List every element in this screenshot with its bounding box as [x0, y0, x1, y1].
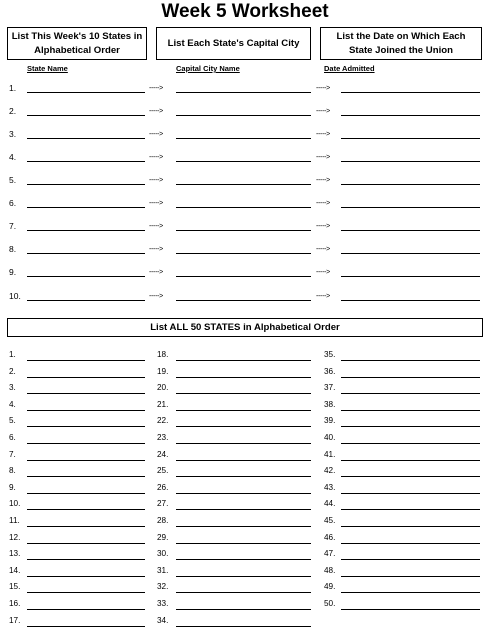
state-entry-field[interactable] — [341, 609, 480, 610]
state-entry-field[interactable] — [341, 476, 480, 477]
state-entry-field[interactable] — [341, 410, 480, 411]
state-number: 21. — [157, 399, 169, 409]
state-number: 36. — [324, 366, 336, 376]
state-number: 1. — [9, 350, 16, 359]
state-number: 33. — [157, 599, 169, 608]
state-number: 42. — [324, 466, 336, 476]
date-admitted-field[interactable] — [341, 138, 480, 139]
header-box-states: List This Week's 10 States in Alphabetical Order — [7, 27, 147, 60]
state-name-field[interactable] — [27, 253, 145, 254]
capital-city-field[interactable] — [176, 276, 311, 277]
state-name-field[interactable] — [27, 92, 145, 93]
state-entry-field[interactable] — [27, 410, 145, 411]
state-number: 35. — [324, 350, 336, 359]
state-entry-field[interactable] — [176, 626, 311, 627]
row-number: 1. — [9, 83, 17, 93]
state-entry-field[interactable] — [27, 559, 145, 560]
state-number: 49. — [324, 582, 336, 592]
header-box-capitals: List Each State's Capital City — [156, 27, 311, 60]
state-entry-field[interactable] — [341, 443, 480, 444]
state-number: 48. — [324, 565, 336, 575]
state-entry-field[interactable] — [176, 360, 311, 361]
state-number: 28. — [157, 516, 169, 525]
state-number: 18. — [157, 350, 169, 359]
state-entry-field[interactable] — [176, 460, 311, 461]
arrow-connector: -----> — [149, 154, 163, 161]
arrow-connector: -----> — [149, 246, 163, 253]
state-entry-field[interactable] — [176, 576, 311, 577]
state-entry-field[interactable] — [176, 493, 311, 494]
state-number: 50. — [324, 599, 336, 608]
state-entry-field[interactable] — [341, 377, 480, 378]
date-admitted-field[interactable] — [341, 161, 480, 162]
capital-city-field[interactable] — [176, 115, 311, 116]
state-entry-field[interactable] — [176, 509, 311, 510]
column-header-date-admitted: Date Admitted — [324, 64, 375, 73]
state-entry-field[interactable] — [27, 360, 145, 361]
state-number: 11. — [9, 516, 20, 525]
state-entry-field[interactable] — [176, 426, 311, 427]
arrow-connector: -----> — [316, 269, 330, 276]
state-entry-field[interactable] — [341, 460, 480, 461]
state-number: 2. — [9, 366, 16, 376]
state-number: 47. — [324, 549, 336, 559]
state-entry-field[interactable] — [341, 592, 480, 593]
capital-city-field[interactable] — [176, 161, 311, 162]
row-number: 7. — [9, 221, 17, 231]
state-entry-field[interactable] — [176, 377, 311, 378]
state-entry-field[interactable] — [341, 543, 480, 544]
state-number: 9. — [9, 482, 16, 492]
state-entry-field[interactable] — [176, 559, 311, 560]
arrow-connector: -----> — [316, 131, 330, 138]
capital-city-field[interactable] — [176, 300, 311, 301]
state-number: 34. — [157, 615, 169, 625]
column-header-capital-city: Capital City Name — [176, 64, 240, 73]
date-admitted-field[interactable] — [341, 300, 480, 301]
state-number: 16. — [9, 599, 21, 608]
row-number: 4. — [9, 152, 17, 162]
arrow-connector: -----> — [316, 200, 330, 207]
state-name-field[interactable] — [27, 184, 145, 185]
arrow-connector: -----> — [149, 293, 163, 300]
state-entry-field[interactable] — [341, 393, 480, 394]
state-number: 17. — [9, 615, 21, 625]
capital-city-field[interactable] — [176, 184, 311, 185]
state-number: 13. — [9, 549, 21, 559]
arrow-connector: -----> — [316, 154, 330, 161]
date-admitted-field[interactable] — [341, 207, 480, 208]
state-entry-field[interactable] — [341, 360, 480, 361]
state-entry-field[interactable] — [27, 526, 145, 527]
state-entry-field[interactable] — [27, 443, 145, 444]
state-number: 25. — [157, 466, 169, 476]
state-number: 32. — [157, 582, 169, 592]
state-name-field[interactable] — [27, 115, 145, 116]
capital-city-field[interactable] — [176, 253, 311, 254]
state-name-field[interactable] — [27, 230, 145, 231]
state-entry-field[interactable] — [176, 543, 311, 544]
state-entry-field[interactable] — [27, 543, 145, 544]
date-admitted-field[interactable] — [341, 276, 480, 277]
arrow-connector: -----> — [316, 293, 330, 300]
state-number: 39. — [324, 416, 336, 426]
state-number: 23. — [157, 433, 169, 442]
date-admitted-field[interactable] — [341, 253, 480, 254]
state-entry-field[interactable] — [27, 592, 145, 593]
state-number: 3. — [9, 383, 16, 393]
arrow-connector: -----> — [149, 108, 163, 115]
state-name-field[interactable] — [27, 276, 145, 277]
state-number: 37. — [324, 383, 336, 393]
state-number: 24. — [157, 449, 169, 459]
state-name-field[interactable] — [27, 138, 145, 139]
state-entry-field[interactable] — [341, 526, 480, 527]
state-number: 12. — [9, 532, 21, 542]
state-number: 29. — [157, 532, 169, 542]
state-entry-field[interactable] — [341, 426, 480, 427]
header-box-dates: List the Date on Which Each State Joined the Union — [320, 27, 482, 60]
state-entry-field[interactable] — [27, 476, 145, 477]
state-entry-field[interactable] — [27, 626, 145, 627]
state-number: 44. — [324, 499, 336, 509]
capital-city-field[interactable] — [176, 207, 311, 208]
arrow-connector: -----> — [149, 131, 163, 138]
state-entry-field[interactable] — [176, 526, 311, 527]
state-number: 10. — [9, 499, 21, 509]
state-entry-field[interactable] — [27, 377, 145, 378]
state-entry-field[interactable] — [176, 476, 311, 477]
state-entry-field[interactable] — [27, 393, 145, 394]
state-number: 22. — [157, 416, 169, 426]
arrow-connector: -----> — [149, 85, 163, 92]
state-number: 8. — [9, 466, 16, 476]
state-number: 7. — [9, 449, 16, 459]
state-entry-field[interactable] — [341, 559, 480, 560]
arrow-connector: -----> — [316, 177, 330, 184]
arrow-connector: -----> — [149, 177, 163, 184]
row-number: 2. — [9, 106, 17, 116]
state-number: 41. — [324, 449, 336, 459]
state-entry-field[interactable] — [27, 426, 145, 427]
state-entry-field[interactable] — [176, 609, 311, 610]
capital-city-field[interactable] — [176, 92, 311, 93]
state-number: 40. — [324, 433, 336, 442]
date-admitted-field[interactable] — [341, 230, 480, 231]
state-number: 4. — [9, 399, 16, 409]
arrow-connector: -----> — [316, 246, 330, 253]
arrow-connector: -----> — [149, 223, 163, 230]
state-entry-field[interactable] — [341, 576, 480, 577]
state-entry-field[interactable] — [27, 509, 145, 510]
arrow-connector: -----> — [316, 223, 330, 230]
state-entry-field[interactable] — [176, 393, 311, 394]
date-admitted-field[interactable] — [341, 92, 480, 93]
state-entry-field[interactable] — [27, 576, 145, 577]
row-number: 5. — [9, 175, 17, 185]
state-number: 38. — [324, 399, 336, 409]
state-number: 19. — [157, 366, 169, 376]
row-number: 3. — [9, 129, 17, 139]
state-number: 30. — [157, 549, 169, 559]
capital-city-field[interactable] — [176, 230, 311, 231]
state-number: 6. — [9, 433, 16, 442]
state-entry-field[interactable] — [176, 410, 311, 411]
state-number: 15. — [9, 582, 21, 592]
state-name-field[interactable] — [27, 207, 145, 208]
state-number: 26. — [157, 482, 169, 492]
state-entry-field[interactable] — [27, 460, 145, 461]
row-number: 10. — [9, 291, 21, 301]
row-number: 9. — [9, 267, 17, 277]
arrow-connector: -----> — [149, 200, 163, 207]
arrow-connector: -----> — [316, 85, 330, 92]
all-states-heading: List ALL 50 STATES in Alphabetical Order — [7, 318, 483, 337]
state-number: 14. — [9, 565, 21, 575]
state-name-field[interactable] — [27, 161, 145, 162]
capital-city-field[interactable] — [176, 138, 311, 139]
state-entry-field[interactable] — [176, 592, 311, 593]
state-entry-field[interactable] — [27, 609, 145, 610]
state-number: 31. — [157, 565, 169, 575]
worksheet-title: Week 5 Worksheet — [161, 1, 329, 22]
column-header-state-name: State Name — [27, 64, 68, 73]
state-number: 20. — [157, 383, 169, 393]
state-number: 43. — [324, 482, 336, 492]
state-entry-field[interactable] — [176, 443, 311, 444]
state-number: 45. — [324, 516, 336, 525]
state-entry-field[interactable] — [27, 493, 145, 494]
date-admitted-field[interactable] — [341, 115, 480, 116]
state-entry-field[interactable] — [341, 493, 480, 494]
state-name-field[interactable] — [27, 300, 145, 301]
arrow-connector: -----> — [316, 108, 330, 115]
state-number: 27. — [157, 499, 169, 509]
row-number: 6. — [9, 198, 17, 208]
arrow-connector: -----> — [149, 269, 163, 276]
row-number: 8. — [9, 244, 17, 254]
state-number: 5. — [9, 416, 16, 426]
state-number: 46. — [324, 532, 336, 542]
date-admitted-field[interactable] — [341, 184, 480, 185]
state-entry-field[interactable] — [341, 509, 480, 510]
